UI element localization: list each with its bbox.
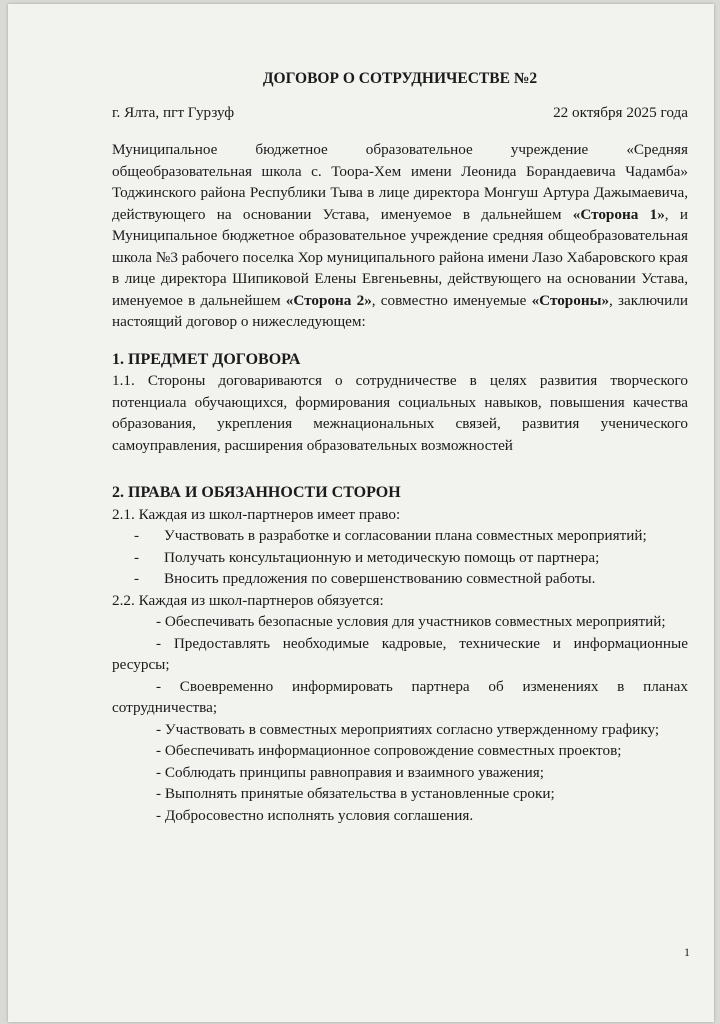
parties-label: «Стороны» (531, 291, 610, 309)
section-1-text: 1.1. Стороны договариваются о сотрудничестве в целях развития творческого потенциала обучающихся, формирования социальных навыков, повышения качества образования, укрепления межнациональных связей, развития ученического самоуправления, расширения образовательных возможностей (112, 372, 688, 454)
date: 22 октября 2025 года (553, 103, 688, 121)
duties-item: - Участвовать в совместных мероприятиях согласно утвержденному графику; (156, 720, 660, 738)
document-body (112, 68, 688, 826)
rights-intro: 2.1. Каждая из школ-партнеров имеет право: (112, 505, 401, 523)
duties-item: - Обеспечивать информационное сопровождение совместных проектов; (156, 742, 622, 759)
rights-item: - Вносить предложения по совершенствованию совместной работы. (134, 568, 688, 590)
dash-bullet: - (134, 548, 140, 566)
preamble-part-1: Муниципальное бюджетное образовательное учреждение «Средняя общеобразовательная школа с. Тоора-Хем имени Леонида Борандаевича Чадамба» Тоджинского района Республики Тыва в лице директора Монгуш Артура Дажымаевича, действующего на основании Устава, именуемое в дальнейшем (112, 141, 688, 223)
party-2-label: «Сторона 2» (285, 291, 372, 309)
duties-item: - Выполнять принятые обязательства в установленные сроки; (156, 785, 555, 802)
section-2-heading: 2. ПРАВА И ОБЯЗАННОСТИ СТОРОН (112, 484, 401, 501)
duties-item: - Обеспечивать безопасные условия для участников совместных мероприятий; (156, 613, 666, 630)
document-page (8, 4, 714, 1022)
preamble-part-4: , заключили настоящий договор о нижеследующем: (112, 291, 688, 330)
preamble-part-3: , совместно именуемые (371, 291, 532, 309)
duties-item: - Предоставлять необходимые кадровые, технические и информационные ресурсы; (112, 634, 688, 673)
dash-bullet: - (134, 527, 140, 544)
place-date-row (112, 102, 688, 124)
dash-bullet: - (134, 570, 140, 587)
preamble (112, 139, 688, 333)
duties-item: - Своевременно информировать партнера об изменениях в планах сотрудничества; (112, 677, 688, 716)
duties-item: - Соблюдать принципы равноправия и взаимного уважения; (156, 763, 544, 781)
party-1-label: «Сторона 1» (572, 205, 665, 223)
page-number: 1 (684, 945, 690, 959)
document-title: ДОГОВОР О СОТРУДНИЧЕСТВЕ №2 (262, 70, 538, 87)
place: г. Ялта, пгт Гурзуф (112, 103, 235, 121)
duties-item: - Добросовестно исполнять условия соглашения. (156, 806, 474, 824)
section-1-heading: 1. ПРЕДМЕТ ДОГОВОРА (112, 350, 301, 368)
preamble-part-2: , и Муниципальное бюджетное образовательное учреждение средняя общеобразовательная школа №3 рабочего поселка Хор муниципального района имени Лазо Хабаровского края в лице директора Шипиковой Елены Евгеньевны, действующего на основании Устава, именуемое в дальнейшем (112, 205, 688, 309)
rights-item: - Участвовать в разработке и согласовании плана совместных мероприятий; (134, 525, 688, 547)
rights-item: - Получать консультационную и методическую помощь от партнера; (134, 547, 688, 569)
duties-intro: 2.2. Каждая из школ-партнеров обязуется: (112, 591, 384, 609)
